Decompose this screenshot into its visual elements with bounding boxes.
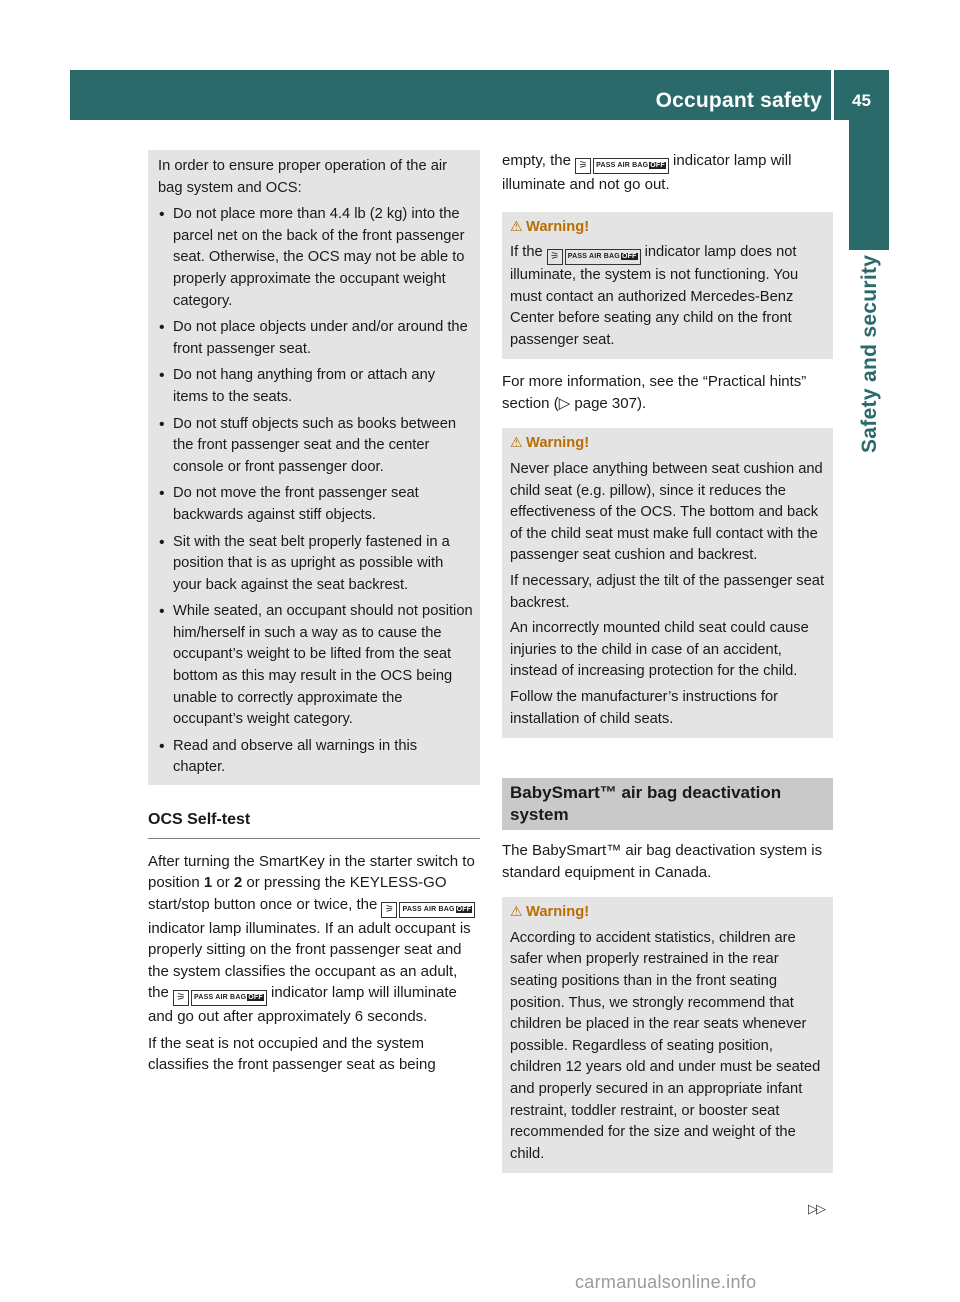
notice-box — [148, 150, 480, 785]
empty-seat-paragraph — [502, 150, 833, 196]
list-item: • Read and observe all warnings in this chapter. — [158, 736, 473, 779]
warning-text: Never place anything between seat cushion and child seat (e.g. pillow), since it reduces the effectiveness of the OCS. The bottom and back of the child seat must make full contact with the passenger seat cushion and backrest. — [510, 461, 823, 564]
text-run: If the — [510, 244, 547, 261]
warning-text: According to accident statistics, children are safer when properly restrained in the rear seating positions than in the front seating position. Thus, we strongly recommend that children be placed in the rear seats whenever possible. Regardless of seating position, children 12 years old and under must be seated and properly secured in an appropriate infant restraint, toddler restraint, or booster seat recommended for the size and weight of the child. — [510, 929, 821, 1162]
child-seat-icon: ⚞ — [381, 902, 397, 918]
text-run: After turning the SmartKey in the starter switch to position — [148, 852, 475, 892]
page-number: 45 — [834, 70, 889, 120]
ocs-self-test-heading: OCS Self-test — [148, 809, 480, 839]
warning-icon: ⚠ — [510, 434, 523, 451]
pass-airbag-off-indicator-icon — [575, 158, 669, 174]
warning-heading — [510, 216, 826, 239]
pass-text: PASS AIR BAG — [402, 905, 455, 913]
pass-airbag-off-indicator-icon — [547, 249, 641, 265]
right-column — [502, 150, 833, 1173]
list-item: • Sit with the seat belt properly fastened in a position that is as upright as possible with your back against the seat backrest. — [158, 532, 473, 597]
list-item: • While seated, an occupant should not position him/herself in such a way as to cause the occupant’s weight to be lifted from the seat bottom as this may result in the OCS being unable to correctly approximate the occupant’s weight category. — [158, 601, 473, 731]
self-test-paragraph — [148, 851, 480, 1028]
position-1: 1 — [203, 874, 213, 892]
warning-text: If necessary, adjust the tilt of the passenger seat backrest. — [510, 573, 825, 611]
warning-text: Follow the manufacturer’s instructions for installation of child seats. — [510, 689, 779, 727]
list-item: • Do not hang anything from or attach any items to the seats. — [158, 365, 473, 408]
babysmart-heading: BabySmart™ air bag deactivation system — [502, 778, 833, 830]
position-2: 2 — [233, 874, 243, 892]
child-seat-icon: ⚞ — [547, 249, 563, 265]
text-run: or — [212, 874, 234, 892]
list-item: • Do not move the front passenger seat backwards against stiff objects. — [158, 483, 473, 526]
warning-text — [510, 242, 826, 351]
left-column — [148, 150, 480, 1081]
off-text: OFF — [650, 162, 665, 169]
warning-label: Warning! — [526, 218, 590, 235]
practical-hints-paragraph: For more information, see the “Practical hints” section (▷ page 307). — [502, 373, 807, 412]
list-item: • Do not place more than 4.4 lb (2 kg) into the parcel net on the back of the front passenger seat. Otherwise, the OCS may not be able to properly approximate the occupant weight category. — [158, 204, 473, 312]
babysmart-paragraph: The BabySmart™ air bag deactivation system is standard equipment in Canada. — [502, 842, 823, 881]
page-title: Occupant safety — [655, 89, 822, 112]
text-run: indicator lamp will illuminate and not go out. — [502, 152, 792, 193]
watermark: carmanualsonline.info — [575, 1272, 757, 1292]
text-run: indicator lamp will illuminate and go out after approximately 6 seconds. — [148, 984, 457, 1026]
warning-heading — [510, 901, 826, 924]
notice-intro: In order to ensure proper operation of the air bag system and OCS: — [158, 158, 448, 196]
pass-airbag-label — [399, 902, 475, 918]
off-text: OFF — [621, 253, 637, 261]
pass-airbag-label — [593, 158, 669, 174]
warning-heading — [510, 432, 826, 455]
continue-icon: ▷▷ — [808, 1201, 824, 1216]
warning-box — [502, 212, 833, 360]
notice-list — [158, 204, 473, 779]
pass-text: PASS AIR BAG — [596, 162, 649, 169]
warning-icon: ⚠ — [510, 903, 523, 920]
off-text: OFF — [248, 994, 263, 1002]
warning-label: Warning! — [526, 435, 590, 452]
warning-box — [502, 428, 833, 738]
warning-label: Warning! — [526, 904, 590, 921]
pass-airbag-off-indicator-icon — [381, 902, 475, 918]
text-run: indicator lamp illuminates. If an adult occupant is properly sitting on the front passenger seat and the system classifies the occupant as an adult, the — [148, 919, 471, 1002]
child-seat-icon: ⚞ — [575, 158, 591, 174]
pass-airbag-label — [191, 990, 267, 1006]
text-run: or pressing the KEYLESS-GO start/stop button once or twice, the — [148, 874, 447, 913]
warning-box — [502, 897, 833, 1173]
list-item: • Do not stuff objects such as books between the front passenger seat and the center console or front passenger door. — [158, 414, 473, 479]
text-run: empty, the — [502, 152, 576, 169]
unoccupied-paragraph: If the seat is not occupied and the system classifies the front passenger seat as being — [148, 1034, 436, 1074]
child-seat-icon: ⚞ — [173, 990, 189, 1006]
off-text: OFF — [456, 905, 472, 913]
pass-text: PASS AIR BAG — [567, 253, 620, 261]
text-run: indicator lamp does not illuminate, the system is not functioning. You must contact an authorized Mercedes-Benz Center before seating any child on the front passenger seat. — [510, 244, 799, 348]
section-label: Safety and security — [858, 255, 881, 454]
pass-airbag-label — [565, 249, 641, 265]
warning-text: An incorrectly mounted child seat could cause injuries to the child in case of an accident, instead of increasing protection for the child. — [510, 620, 809, 680]
pass-airbag-off-indicator-icon — [173, 990, 267, 1006]
pass-text: PASS AIR BAG — [194, 994, 247, 1002]
section-tab — [849, 120, 889, 250]
warning-icon: ⚠ — [510, 217, 523, 234]
list-item: • Do not place objects under and/or around the front passenger seat. — [158, 317, 473, 360]
